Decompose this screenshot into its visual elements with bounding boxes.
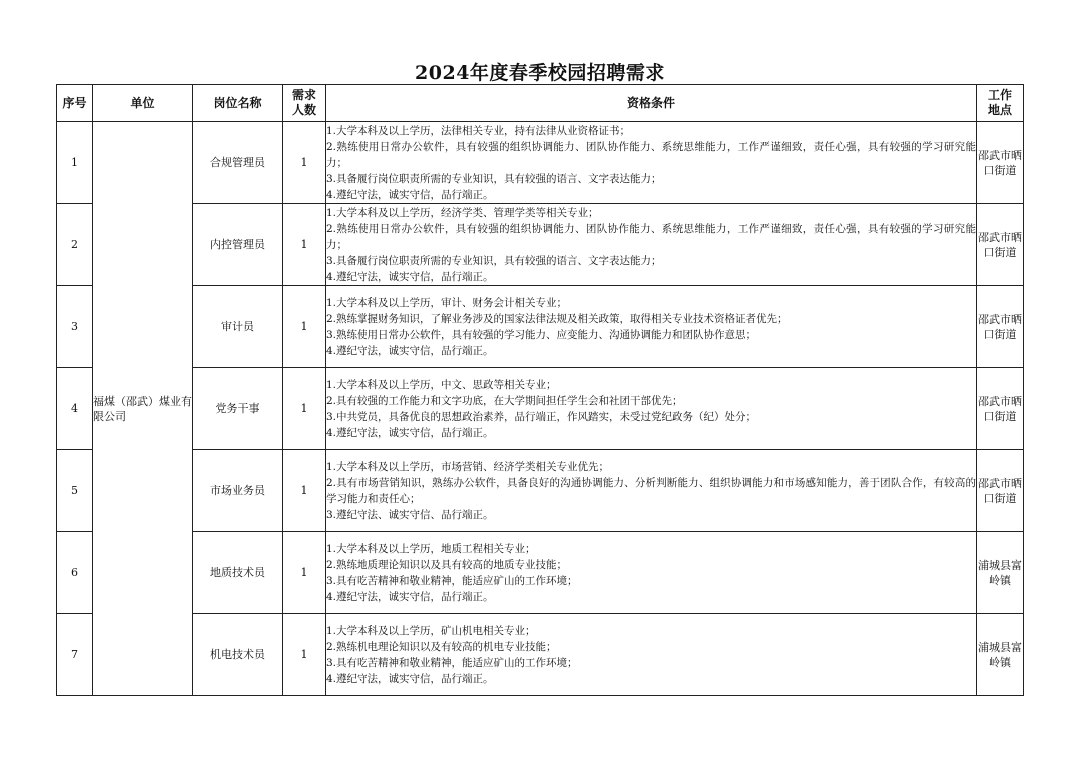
requirement-line: 1.大学本科及以上学历，地质工程相关专业； — [326, 542, 536, 555]
header-requirements: 资格条件 — [326, 85, 977, 122]
position-cell: 地质技术员 — [193, 532, 283, 614]
requirement-line: 2.具有较强的工作能力和文字功底，在大学期间担任学生会和社团干部优先； — [326, 394, 683, 407]
count-cell: 1 — [283, 614, 326, 696]
requirements-cell — [326, 286, 977, 368]
position-cell: 党务干事 — [193, 368, 283, 450]
table-row — [57, 614, 1024, 696]
recruitment-table — [56, 84, 1024, 696]
requirement-line: 1.大学本科及以上学历，中文、思政等相关专业； — [326, 378, 557, 391]
requirement-line: 4.遵纪守法，诚实守信，品行端正。 — [326, 672, 494, 685]
requirements-cell — [326, 122, 977, 204]
requirement-line: 1.大学本科及以上学历，矿山机电相关专业； — [326, 624, 536, 637]
position-cell: 审计员 — [193, 286, 283, 368]
location-cell: 浦城县富岭镇 — [977, 614, 1024, 696]
position-cell: 合规管理员 — [193, 122, 283, 204]
location-cell: 邵武市晒口街道 — [977, 450, 1024, 532]
requirement-line: 1.大学本科及以上学历，法律相关专业，持有法律从业资格证书； — [326, 124, 631, 137]
location-cell: 邵武市晒口街道 — [977, 204, 1024, 286]
requirement-line: 3.具备履行岗位职责所需的专业知识，具有较强的语言、文字表达能力； — [326, 254, 662, 267]
table-body — [57, 122, 1024, 696]
requirement-line: 2.熟练地质理论知识以及具有较高的地质专业技能； — [326, 558, 568, 571]
seq-cell: 5 — [57, 450, 93, 532]
seq-cell: 1 — [57, 122, 93, 204]
seq-cell: 7 — [57, 614, 93, 696]
requirement-line: 1.大学本科及以上学历，经济学类、管理学类等相关专业； — [326, 206, 599, 219]
requirement-line: 3.具有吃苦精神和敬业精神，能适应矿山的工作环境； — [326, 574, 578, 587]
table-row — [57, 368, 1024, 450]
requirement-line: 2.熟练掌握财务知识，了解业务涉及的国家法律法规及相关政策，取得相关专业技术资格证者优先； — [326, 312, 788, 325]
requirements-cell — [326, 614, 977, 696]
requirement-line: 3.熟练使用日常办公软件，具有较强的学习能力、应变能力、沟通协调能力和团队协作意思； — [326, 328, 757, 341]
requirement-line: 3.遵纪守法、诚实守信、品行端正。 — [326, 508, 494, 521]
position-cell: 内控管理员 — [193, 204, 283, 286]
position-cell: 机电技术员 — [193, 614, 283, 696]
requirement-line: 2.具有市场营销知识，熟练办公软件，具备良好的沟通协调能力、分析判断能力、组织协调能力和市场感知能力，善于团队合作，有较高的学习能力和责任心； — [326, 476, 976, 505]
seq-cell: 3 — [57, 286, 93, 368]
count-cell: 1 — [283, 122, 326, 204]
requirement-line: 4.遵纪守法，诚实守信，品行端正。 — [326, 426, 494, 439]
requirement-line: 4.遵纪守法，诚实守信，品行端正。 — [326, 344, 494, 357]
location-cell: 邵武市晒口街道 — [977, 286, 1024, 368]
header-seq: 序号 — [57, 85, 93, 122]
requirement-line: 2.熟练使用日常办公软件，具有较强的组织协调能力、团队协作能力、系统思维能力，工作严谨细致，责任心强，具有较强的学习研究能力； — [326, 222, 976, 251]
seq-cell: 2 — [57, 204, 93, 286]
requirement-line: 2.熟练机电理论知识以及有较高的机电专业技能； — [326, 640, 557, 653]
requirement-line: 1.大学本科及以上学历，市场营销、经济学类相关专业优先； — [326, 460, 610, 473]
header-count-line2: 人数 — [291, 103, 316, 117]
requirement-line: 3.中共党员，具备优良的思想政治素养，品行端正，作风踏实，未受过党纪政务（纪）处分； — [326, 410, 757, 423]
unit-cell: 福煤（邵武）煤业有限公司 — [93, 122, 193, 696]
requirement-line: 2.熟练使用日常办公软件，具有较强的组织协调能力、团队协作能力、系统思维能力，工作严谨细致，责任心强，具有较强的学习研究能力； — [326, 140, 976, 169]
table-row — [57, 450, 1024, 532]
header-position: 岗位名称 — [193, 85, 283, 122]
requirement-line: 4.遵纪守法，诚实守信，品行端正。 — [326, 270, 494, 283]
requirements-cell — [326, 368, 977, 450]
header-location — [977, 85, 1024, 122]
seq-cell: 6 — [57, 532, 93, 614]
requirements-cell — [326, 532, 977, 614]
requirements-cell — [326, 450, 977, 532]
table-row — [57, 286, 1024, 368]
count-cell: 1 — [283, 204, 326, 286]
header-count-line1: 需求 — [291, 88, 316, 102]
position-cell: 市场业务员 — [193, 450, 283, 532]
location-cell: 浦城县富岭镇 — [977, 532, 1024, 614]
requirement-line: 4.遵纪守法，诚实守信，品行端正。 — [326, 188, 494, 201]
requirement-line: 1.大学本科及以上学历，审计、财务会计相关专业； — [326, 296, 568, 309]
page-title: 2024年度春季校园招聘需求 — [415, 62, 665, 84]
count-cell: 1 — [283, 532, 326, 614]
location-cell: 邵武市晒口街道 — [977, 122, 1024, 204]
requirement-line: 3.具备履行岗位职责所需的专业知识，具有较强的语言、文字表达能力； — [326, 172, 662, 185]
header-location-line1: 工作 — [987, 88, 1012, 102]
header-location-line2: 地点 — [987, 103, 1012, 117]
table-row — [57, 122, 1024, 204]
table-row — [57, 204, 1024, 286]
seq-cell: 4 — [57, 368, 93, 450]
requirement-line: 3.具有吃苦精神和敬业精神，能适应矿山的工作环境； — [326, 656, 578, 669]
count-cell: 1 — [283, 286, 326, 368]
header-row — [57, 85, 1024, 122]
count-cell: 1 — [283, 368, 326, 450]
header-unit: 单位 — [93, 85, 193, 122]
requirements-cell — [326, 204, 977, 286]
location-cell: 邵武市晒口街道 — [977, 368, 1024, 450]
header-count — [283, 85, 326, 122]
requirement-line: 4.遵纪守法，诚实守信，品行端正。 — [326, 590, 494, 603]
count-cell: 1 — [283, 450, 326, 532]
table-row — [57, 532, 1024, 614]
